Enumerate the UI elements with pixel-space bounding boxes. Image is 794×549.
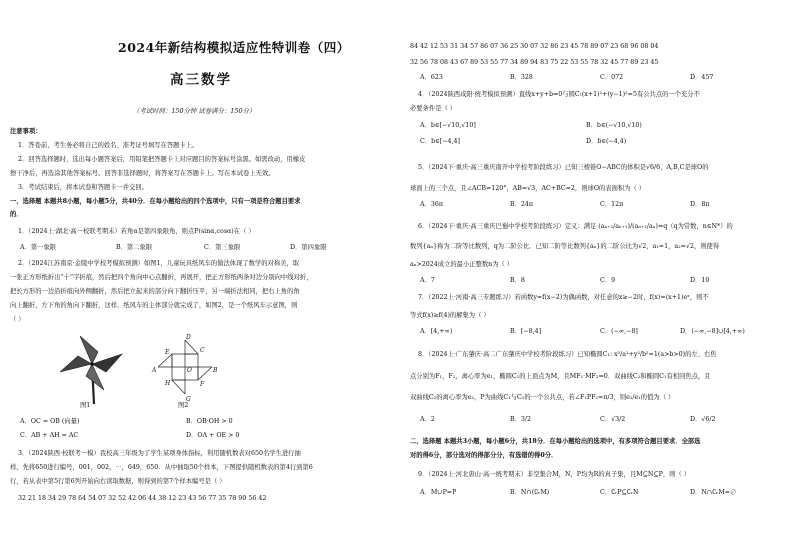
q8-option-c: C．√3/2 [600, 416, 626, 423]
pinwheel-blade [92, 354, 122, 372]
q8-line: 8．（2024上·广东肇庆·高二广东肇庆中学校考阶段练习）已知椭圆C₁: x²/a²+y²/b²=1(a>b>0)的左、右焦 [418, 351, 717, 358]
q9-option-b: B．N∩(∁ᵣM) [510, 489, 550, 496]
q8-option-b: B．3/2 [510, 416, 532, 423]
q4-option-d: D．b∈(−4,4) [586, 138, 627, 145]
q8-line: 点分别为F₁，F₂，离心率为e₁，椭圆C₁的上顶点为M，且MF₁·MF₂=0．双曲线C₂和椭圆C₁有相同焦点，且 [410, 373, 711, 380]
q7-option-c: C．(−∞,−8] [600, 328, 638, 335]
q4-option-a: A．b∈[−√10,√10] [420, 122, 476, 129]
diagram-line [198, 367, 212, 380]
pinwheel-blade [60, 356, 92, 372]
section1-heading: 一、选择题 本题共8小题，每小题5分，共40分．在每小题给出的四个选项中，只有一项是符合题目要求 [10, 198, 301, 205]
point-label-o: O [187, 367, 192, 374]
q5-line: 5．（2024下·重庆·高三重庆南开中学校考阶段练习）已知三棱锥O−ABC的体积是√6/6，A,B,C是球O的 [418, 164, 709, 171]
point-label-e: E [165, 349, 170, 356]
q4-line: 必要条件是（ ） [410, 105, 457, 112]
q3-option-d: D．457 [690, 74, 714, 81]
random-table-row: 32 56 78 08 43 67 89 53 55 77 34 89 94 83 75 22 53 55 78 32 45 77 89 23 45 [410, 59, 659, 66]
right-column [410, 0, 782, 549]
point-label-d: D [186, 334, 191, 341]
q9-option-a: A．M∪P=P [420, 489, 457, 496]
q4-option-c: C．b∈[−4,4] [420, 138, 461, 145]
q1-stem: 1．（2024上·湖北·高一校联考期末）若角α是第四象限角，则点P(sinα,cosα)在（ ） [18, 228, 255, 235]
point-label-f: F [200, 381, 205, 388]
q3-line: 行，若从表中第5行第6列开始向右读取数据，则得到的第7个样本编号是（ ） [10, 478, 226, 485]
q6-option-c: C．9 [600, 277, 616, 284]
q3-option-b: B．328 [510, 74, 533, 81]
exam-title: 2024年新结构模拟适应性特训卷（四） [118, 40, 350, 55]
diagram-line [172, 380, 185, 394]
q1-option-c: C．第三象限 [204, 244, 241, 251]
q3-line: 样，先将650进行编号，001，002，⋯，649，650．从中抽取50个样本，下图提供随机数表的第4行到第6 [10, 464, 313, 471]
q8-line: 双曲线C₂的离心率为e₂，P为曲线C₁与C₂的一个公共点，若∠F₁PF₂=π/3，则e₂/e₁的值为（ ） [410, 394, 675, 401]
q1-option-d: D．第四象限 [290, 244, 327, 251]
q2-line: 一张正方形纸折出“十”字折痕，然后把四个角向中心点翻折，再展开，把正方形纸两条对边分别向中线对折， [10, 274, 313, 281]
q7-line: 7．（2022上·河南·高三专题练习）若函数y=f(x−2)为偶函数，对任意的x≥−2时，f(x)=(x+1)eˣ，则不 [418, 294, 709, 301]
q9-option-d: D．N∩∁ᵣM=∅ [690, 489, 737, 496]
q3-option-c: C．072 [600, 74, 624, 81]
point-label-h: H [165, 380, 171, 387]
section1-heading-cont: 的． [10, 211, 23, 218]
figure2-label: 图2 [178, 402, 189, 409]
q5-option-c: C．12π [600, 201, 624, 208]
q5-option-b: B．24π [510, 201, 534, 208]
note-item: 3．考试结束后，将本试卷和答题卡一并交回。 [18, 184, 148, 191]
exam-info: （考试时间：150分钟 试卷满分：150分） [133, 107, 256, 115]
q6-option-a: A．7 [420, 277, 435, 284]
q8-option-d: D．√6/2 [690, 416, 716, 423]
q1-option-a: A．第一象限 [20, 244, 57, 251]
pinwheel-figure [52, 330, 132, 405]
random-table-row: 32 21 18 34 29 78 64 54 07 32 52 42 06 44 38 12 23 43 56 77 35 78 90 56 42 [18, 495, 267, 502]
q5-option-a: A．36π [420, 201, 443, 208]
q4-option-b: B．b∈(−√10,√10) [586, 122, 642, 129]
q7-option-b: B．[−8,4] [510, 328, 542, 335]
q2-option-b: B．OB·OH > 0 [186, 418, 233, 425]
note-item: 1．答卷前，考生务必将自己的姓名、准考证号填写在答题卡上。 [18, 142, 199, 149]
notes-heading: 注意事项： [10, 128, 42, 135]
figure1-label: 图1 [80, 402, 91, 409]
diagram-line [185, 340, 198, 354]
q6-option-b: B．8 [510, 277, 525, 284]
section2-heading: 二、选择题 本题共3小题，每小题6分，共18分．在每小题给出的选项中，有多项符合题目要求．全部选 [410, 438, 701, 445]
q2-line: 向上翻折，左下角的角向下翻折，这样，纸风车的主体部分就完成了，如图2，是一个纸风车示意图，则 [10, 302, 298, 309]
q2-line: 把长方形的一边沿折痕向外侧翻折，然后把立起来的部分向下翻折压平，另一端折法相同，把右上角的角 [10, 288, 300, 295]
q2-option-d: D．OA + OE > 0 [186, 432, 240, 439]
column-divider [400, 36, 401, 536]
pinwheel-diagram [150, 332, 220, 402]
q4-line: 4．（2024陕西咸阳·统考模拟预测）直线x+y+b=0与圆C:(x+1)²+(y−1)²=5有公共点的一个充分不 [418, 91, 700, 98]
q2-option-a: A．OC = OB (向量) [20, 418, 80, 425]
note-item: 擦干净后，再选涂其他答案标号。回答非选择题时，将答案写在答题卡上。写在本试卷上无效。 [10, 170, 275, 177]
random-table-row: 84 42 12 53 31 34 57 86 07 36 25 30 07 32 86 23 45 78 89 07 23 68 96 08 04 [410, 43, 659, 50]
point-label-a: A [152, 367, 157, 374]
q6-line: 数列{aₙ}称为二阶等比数列，q为二阶公比．已知二阶等比数列{aₙ}的二阶公比为√2，a₁=1，a₂=√2，则使得 [410, 243, 720, 250]
point-label-g: G [186, 396, 191, 402]
q9-option-c: C．∁ᵣP⊆∁ᵣN [600, 489, 639, 496]
pinwheel-center [90, 362, 94, 366]
q6-line: aₙ>2024成立的最小正整数n为（ ） [410, 261, 514, 268]
q3-line: 3．（2024陕西·校联考一模）我校高三年级为了学生某项身体指标，利用随机数表对650名学生进行抽 [18, 450, 301, 457]
q7-option-a: A．[4,+∞) [420, 328, 453, 335]
q7-line: 等式f(x)≥f(4)的解集为（ ） [410, 312, 490, 319]
q2-option-c: C．AB + AH = AC [20, 432, 79, 439]
point-label-c: C [200, 347, 205, 354]
q2-line: （ ） [10, 316, 25, 323]
q9-stem: 9．（2024上·河北唐山·高一统考期末）非空集合M，N，P均为R的真子集，且M⊆N⊆P，则（ ） [418, 471, 691, 478]
q5-option-d: D．8π [690, 201, 710, 208]
section2-heading-cont: 对的得6分，部分选对的得部分分，有选错的得0分． [410, 452, 558, 459]
q8-option-a: A．2 [420, 416, 435, 423]
note-item: 2．回答选择题时，选出每小题答案后，用铅笔把答题卡上对应题目的答案标号涂黑。如需改动，用橡皮 [18, 156, 306, 163]
q5-line: 球面上的三个点，且∠ACB=120°，AB=√3，AC+BC=2，则球O的表面积为（ ） [410, 185, 646, 192]
q6-line: 6．（2024下·重庆·高三重庆巴蜀中学校考阶段练习）定义：满足 (aₙ₊₂/aₙ₊₁)/(aₙ₊₁/aₙ)=q（q为常数，n∈N*）的 [418, 223, 733, 230]
q3-option-a: A．623 [420, 74, 443, 81]
q2-line: 2．（2024江苏南京·金陵中学校考模拟预测）如图1，儿童玩具纸风车的做法体现了数学的对称美，取 [18, 260, 300, 267]
q6-option-d: D．10 [690, 277, 710, 284]
q1-option-b: B．第二象限 [116, 244, 153, 251]
q7-option-d: D．(−∞,−8]∪[4,+∞) [680, 328, 745, 335]
point-label-b: B [213, 367, 218, 374]
left-column [10, 0, 382, 549]
subject-title: 高三数学 [170, 72, 232, 88]
